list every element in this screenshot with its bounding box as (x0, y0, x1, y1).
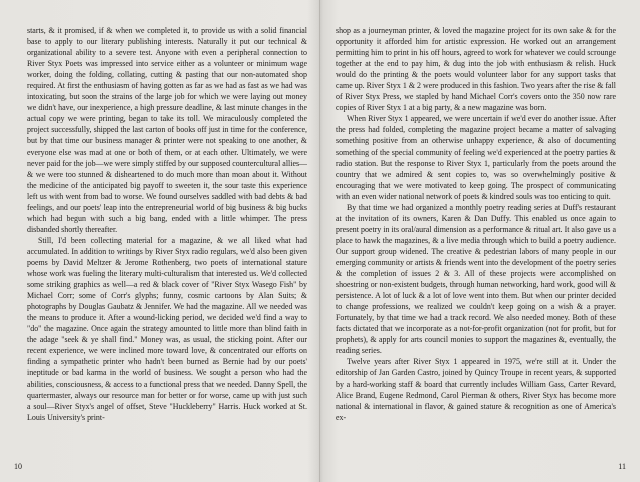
paragraph: starts, & it promised, if & when we completed it, to provide us with a solid financial base to apply to our literary publishing interests. Naturally it put our technical & organizational ability to a severe test. Anyone with even a peripheral connection to River Styx Poets was impressed into service either as a volunteer or minimum wage worker, doing the folding, collating, cutting & pasting that our non-automated shop required. At first the enthusiasm of having gotten as far as we had as fast as we had was intoxicating, but soon the strains of the large job for which we were laying out money we didn't have, our inexperience, a high pressure deadline, & last minute changes in the actual copy we were printing, began to take its toll. We miraculously completed the project successfully, shipped the last carton of books off just in time for the conference, but by that time our business manager & printer were not speaking to one another, & everyone else was mad at one or both of them, or at each other. Ultimately, we were never paid for the job—we were simply stiffed by our supposed countercultural allies—& we were too stunned & disheartened to do much more than moan about it. Without the medicine of the anticipated big payoff to sweeten it, the sour taste this experience left us with went from bad to worse. We found ourselves saddled with bad debts & bad feelings, and our poets' leap into the entrepreneurial world of big business & big bucks which had begun with such a big bang, ended with a little whimper. The press disbanded shortly thereafter. (27, 26, 307, 234)
paragraph: Still, I'd been collecting material for a magazine, & we all liked what had accumulated. In addition to writings by River Styx radio regulars, we'd also been given poems by David Meltzer & Jerome Rothenberg, two poets of international stature whose work was fueling the literary multi-culturalism that interested us. We'd collected some striking graphics as well—a red & black cover of "River Styx Wasego Fish" by Michael Corr; some of Corr's glyphs; funny, cosmic cartoons by Alan Suits; & photographs by Douglas Gaubatz & Jennifer. We had the magazine. All we needed was the means to produce it. After a wound-licking period, we decided we'd find a way to "do" the magazine. Once again the strategy amounted to little more than blind faith in the adage "seek & ye shall find." Money was, as usual, the sticking point. After our recent experience, we were inclined more toward love, & concentrated our efforts on finding a sympathetic printer who hadn't been burned as Bernie had by our poets' ineptitude or bad karma in the world of business. We sought a person who had the abilities, consciousness, & access to a functional press that we needed. Danny Spell, the quartermaster, always our resource man for better or for worse, came up with just such a soul—River Styx's angel of offset, Steve "Huckleberry" Harris. Huck worked at St. Louis University's print- (27, 235, 307, 422)
paragraph: shop as a journeyman printer, & loved the magazine project for its own sake & for the opportunity it afforded him for artistic expression. He worked out an arrangement permitting him to print in his off hours, agreed to work for whatever we could scrounge together at the end to pay him, & dug into the job with enthusiasm & relish. Huck would do the printing & the poets would volunteer labor for any support tasks that came up. River Styx 1 & 2 were produced in this fashion. Two years after the rise & fall of River Styx Press, we stapled by hand Michael Corr's covers onto the 350 now rare copies of River Styx 1 at a big party, & a new magazine was born. (336, 26, 616, 113)
right-text-column (336, 25, 616, 460)
right-page (320, 0, 640, 482)
paragraph: By that time we had organized a monthly poetry reading series at Duff's restaurant at the invitation of its owners, Karen & Dan Duffy. This enabled us once again to present poetry in its oral/aural dimension as a performance & ritual art. It also gave us a place to hawk the magazines, & a live media through which to build a poetry audience. Our support group widened. The creative & pedestrian labors of many people in our emerging community or artists & friends went into the development of the poetry series & the completion of issues 2 & 3. All of these projects were accomplished on shoestring or non-existent budgets, through human networking, hard work, good will & persistence. A lot of luck & a lot of love went into them. But when our printer decided to change professions, we realized we couldn't keep going on a wish & a prayer. Fortunately, by that time we had a track record. We also needed money. Both of these facts dictated that we incorporate as a not-for-profit organization (not for profit, but for prophets), & apply for arts council monies to support the magazines &, eventually, the reading series. (336, 202, 616, 356)
paragraph: Twelve years after River Styx 1 appeared in 1975, we're still at it. Under the editorship of Jan Garden Castro, joined by Quincy Troupe in recent years, & supported by a hard-working staff & board that currently includes William Gass, Carter Revard, Alice Brand, Eugene Redmond, Carol Pierman & others, River Styx has become more national & international in flavor, & gained stature & recognition as one of America's ex- (336, 357, 616, 422)
page-number: 11 (618, 462, 626, 471)
page-number: 10 (14, 462, 22, 471)
left-text-column (27, 25, 307, 460)
paragraph: When River Styx 1 appeared, we were uncertain if we'd ever do another issue. After the press had folded, completing the magazine project became a matter of salvaging something positive from an otherwise unhappy experience, & also of documenting something of the special community of feeling we'd experienced at the poetry parties & radio station. But the response to River Styx 1, particularly from the poets around the country that we admired & sent copies to, was so overwhelmingly positive & encouraging that we were motivated to keep going. The prospect of communicating with an even wider national network of poets & kindred souls was too enticing to quit. (336, 114, 616, 201)
